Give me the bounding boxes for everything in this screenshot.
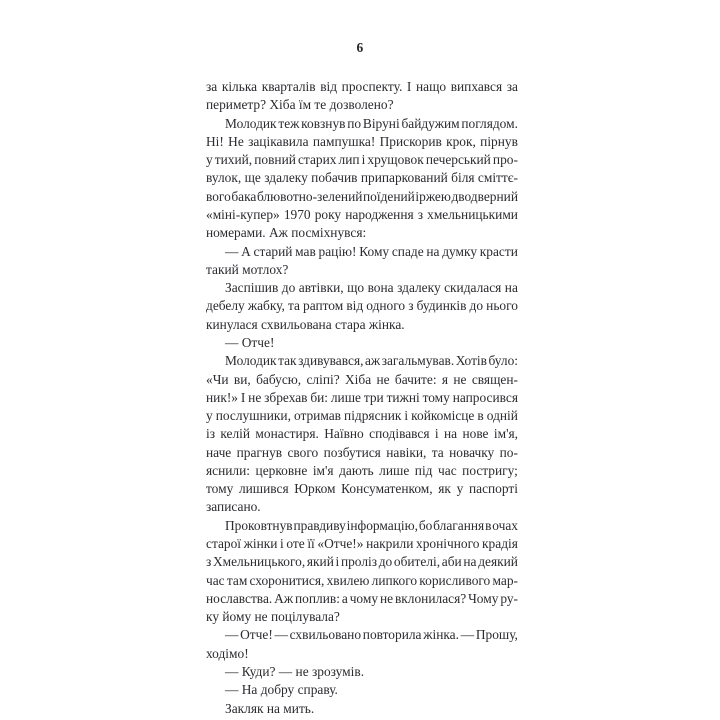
word: І bbox=[406, 79, 412, 94]
word: в bbox=[485, 517, 492, 533]
page-number: 6 bbox=[356, 40, 364, 55]
word: благання bbox=[433, 517, 485, 533]
word: нащо bbox=[415, 79, 447, 94]
word: час bbox=[438, 462, 457, 478]
paragraph bbox=[206, 663, 518, 681]
word: 1970 bbox=[283, 206, 311, 222]
word: здалеку bbox=[397, 280, 441, 296]
body-text bbox=[206, 78, 518, 718]
word: одного bbox=[366, 298, 406, 314]
text-line bbox=[206, 425, 518, 443]
word: Хотів bbox=[455, 353, 487, 369]
word: за bbox=[206, 79, 218, 94]
text-line: — На добру справу. bbox=[225, 682, 338, 698]
word: я bbox=[441, 371, 449, 387]
word: не bbox=[379, 590, 394, 606]
word: хрущовок bbox=[367, 152, 424, 168]
word: ви, bbox=[233, 371, 251, 387]
text-line: записано. bbox=[206, 499, 261, 515]
paragraph bbox=[206, 78, 518, 115]
text-line bbox=[206, 389, 518, 407]
word: Не bbox=[228, 133, 244, 149]
word: Консуматенком, bbox=[341, 481, 433, 497]
word: корисливого bbox=[419, 572, 491, 588]
text-line bbox=[206, 517, 518, 535]
word: тижні bbox=[386, 389, 420, 405]
word: Хмельницького, bbox=[212, 554, 306, 570]
word: три bbox=[363, 389, 384, 405]
word: Хіба bbox=[344, 371, 372, 387]
word: припаркований bbox=[360, 170, 448, 186]
word: і bbox=[361, 152, 366, 168]
word: крок, bbox=[446, 133, 476, 149]
word: Проковтнув bbox=[225, 517, 293, 533]
text-line: ходімо! bbox=[206, 645, 249, 661]
word: хмельницькими bbox=[427, 206, 518, 222]
word: обителі, bbox=[393, 554, 441, 570]
word: А bbox=[241, 243, 251, 259]
word: дводверний bbox=[451, 188, 518, 204]
word: койкомісце bbox=[411, 408, 475, 424]
word: схвильовано bbox=[289, 627, 362, 643]
word: оте bbox=[286, 536, 305, 552]
word: прагнув bbox=[236, 444, 283, 460]
word: постригу; bbox=[462, 462, 518, 478]
word: тому bbox=[422, 389, 450, 405]
text-line bbox=[206, 572, 518, 590]
word: пампушка! bbox=[312, 133, 376, 149]
word: скидалася bbox=[444, 280, 502, 296]
word: «Чи bbox=[206, 371, 229, 387]
word: від bbox=[320, 79, 338, 94]
word: жінка. bbox=[423, 627, 459, 643]
word: побачив bbox=[311, 170, 358, 186]
text-line bbox=[206, 78, 518, 96]
text-line bbox=[206, 297, 518, 315]
word: нославства. bbox=[206, 590, 273, 606]
word: священ- bbox=[471, 371, 518, 387]
paragraph bbox=[206, 115, 518, 243]
text-line bbox=[206, 115, 518, 133]
word: одній bbox=[486, 408, 518, 424]
text-line bbox=[206, 279, 518, 297]
word: а bbox=[341, 590, 348, 606]
paragraph bbox=[206, 352, 518, 517]
word: який bbox=[306, 554, 334, 570]
word: бака bbox=[231, 188, 257, 204]
text-line bbox=[206, 553, 518, 571]
word: Прошу, bbox=[475, 627, 518, 643]
text-line: ку йому не поцілувала? bbox=[206, 609, 340, 625]
word: час bbox=[206, 572, 225, 588]
word: повний bbox=[254, 152, 296, 168]
text-line bbox=[206, 169, 518, 187]
word: до bbox=[469, 298, 484, 314]
word: Юрком bbox=[294, 481, 336, 497]
word: старих bbox=[297, 152, 337, 168]
word: інформацію, bbox=[346, 517, 418, 533]
word: у bbox=[206, 152, 213, 168]
word: деякий bbox=[478, 554, 518, 570]
word: лишився bbox=[238, 481, 289, 497]
word: Отче! bbox=[240, 627, 273, 643]
word: бо bbox=[418, 517, 433, 533]
word: поїдений bbox=[362, 188, 415, 204]
word: яснили: bbox=[206, 462, 251, 478]
word: думку bbox=[442, 243, 478, 259]
word: у bbox=[456, 481, 464, 497]
text-line: такий мотлох? bbox=[206, 261, 289, 277]
text-line bbox=[206, 444, 518, 462]
word: народження bbox=[345, 206, 414, 222]
word: старої bbox=[206, 536, 242, 552]
word: поплив: bbox=[295, 590, 340, 606]
word: до bbox=[281, 280, 296, 296]
word: загальмував. bbox=[381, 353, 455, 369]
text-line: — Отче! bbox=[225, 334, 275, 350]
word: хвилею bbox=[326, 572, 370, 588]
word: нього bbox=[486, 298, 518, 314]
word: так bbox=[278, 353, 297, 369]
word: Аж bbox=[274, 590, 294, 606]
word: наче bbox=[206, 444, 232, 460]
text-line: Закляк на мить. bbox=[225, 700, 315, 716]
word: і bbox=[335, 554, 340, 570]
text-line: кинулася схвильована стара жінка. bbox=[206, 316, 405, 332]
word: як bbox=[438, 481, 451, 497]
word: ім'я, bbox=[493, 426, 518, 442]
word: збрехав bbox=[264, 389, 308, 405]
word: мав bbox=[295, 243, 316, 259]
word: вклонилася? bbox=[394, 590, 467, 606]
word: би: bbox=[310, 389, 329, 405]
word: Наївно bbox=[324, 426, 364, 442]
text-line: — Куди? — не зрозумів. bbox=[225, 664, 365, 679]
word: і bbox=[434, 426, 439, 442]
word: «міні-купер» bbox=[206, 206, 280, 222]
word: по bbox=[347, 115, 362, 131]
word: не bbox=[453, 371, 467, 387]
word: поглядом. bbox=[461, 115, 518, 131]
word: по- bbox=[499, 444, 518, 460]
paragraph bbox=[206, 279, 518, 334]
text-line bbox=[206, 352, 518, 370]
word: нове bbox=[462, 426, 489, 442]
text-line bbox=[206, 371, 518, 389]
word: келій bbox=[220, 426, 251, 442]
word: ще bbox=[244, 170, 261, 186]
word: очах bbox=[492, 517, 518, 533]
word: — bbox=[225, 627, 239, 643]
word: лише bbox=[379, 462, 410, 478]
word: на bbox=[443, 426, 458, 442]
word: кварталів bbox=[261, 79, 316, 94]
word: правдиву bbox=[293, 517, 346, 533]
word: про- bbox=[492, 152, 518, 168]
word: мар- bbox=[492, 572, 518, 588]
text-line bbox=[206, 243, 518, 261]
word: байдужим bbox=[401, 115, 460, 131]
word: рацію! bbox=[318, 243, 357, 259]
word: бабусю, bbox=[256, 371, 302, 387]
word: старий bbox=[253, 243, 293, 259]
word: тихий, bbox=[214, 152, 253, 168]
word: пірнув bbox=[480, 133, 518, 149]
word: кілька bbox=[221, 79, 258, 94]
word: послушники, bbox=[215, 408, 291, 424]
word: чому bbox=[349, 590, 379, 606]
text-line bbox=[206, 626, 518, 644]
word: до bbox=[378, 554, 393, 570]
text-line bbox=[206, 535, 518, 553]
word: сліпі? bbox=[306, 371, 340, 387]
word: красти bbox=[479, 243, 518, 259]
word: в bbox=[477, 408, 484, 424]
text-line: номерами. Аж посміхнувся: bbox=[206, 225, 367, 241]
word: Прискорив bbox=[379, 133, 442, 149]
text-line bbox=[206, 590, 518, 608]
word: Кому bbox=[359, 243, 390, 259]
word: її bbox=[307, 536, 315, 552]
word: І bbox=[240, 389, 246, 405]
word: липкого bbox=[371, 572, 418, 588]
paragraph bbox=[206, 700, 518, 718]
word: сподівався bbox=[369, 426, 430, 442]
word: свого bbox=[287, 444, 319, 460]
word: здалеку bbox=[264, 170, 308, 186]
word: дебелу bbox=[206, 298, 245, 314]
word: крадія bbox=[482, 536, 518, 552]
word: було: bbox=[488, 353, 518, 369]
word: на bbox=[463, 554, 477, 570]
paragraph bbox=[206, 243, 518, 280]
word: здивувався, bbox=[298, 353, 364, 369]
word: блювотно-зелений bbox=[256, 188, 363, 204]
word: там bbox=[226, 572, 248, 588]
word: лип bbox=[338, 152, 360, 168]
word: не bbox=[376, 371, 390, 387]
text-line bbox=[206, 407, 518, 425]
word: церковне bbox=[255, 462, 308, 478]
word: проліз bbox=[340, 554, 378, 570]
word: випхався bbox=[450, 79, 503, 94]
word: на bbox=[426, 243, 440, 259]
word: аби bbox=[441, 554, 462, 570]
word: біля bbox=[451, 170, 475, 186]
word: ник!» bbox=[206, 389, 238, 405]
text-line bbox=[206, 133, 518, 151]
word: з bbox=[206, 554, 212, 570]
paragraph bbox=[206, 334, 518, 352]
word: — bbox=[460, 627, 475, 643]
word: проспекту. bbox=[341, 79, 403, 94]
word: зацікавила bbox=[248, 133, 309, 149]
word: дають bbox=[339, 462, 374, 478]
word: лише bbox=[330, 389, 361, 405]
word: хронічного bbox=[416, 536, 480, 552]
word: вона bbox=[367, 280, 394, 296]
word: паспорті bbox=[468, 481, 518, 497]
paragraph bbox=[206, 517, 518, 627]
word: на bbox=[504, 280, 518, 296]
word: Ні! bbox=[206, 133, 224, 149]
word: отримав bbox=[293, 408, 341, 424]
word: іржею bbox=[415, 188, 451, 204]
word: Молодик bbox=[225, 115, 277, 131]
word: накрили bbox=[366, 536, 414, 552]
word: тому bbox=[206, 481, 234, 497]
word: і bbox=[404, 408, 409, 424]
word: із bbox=[206, 426, 216, 442]
text-line bbox=[206, 480, 518, 498]
word: новачку bbox=[449, 444, 495, 460]
word: сміттє- bbox=[477, 170, 518, 186]
text-line: периметр? Хіба їм те дозволено? bbox=[206, 97, 394, 113]
word: від bbox=[346, 298, 364, 314]
word: Чому bbox=[468, 590, 499, 606]
text-line bbox=[206, 462, 518, 480]
word: напросився bbox=[452, 389, 518, 405]
word: ім'я bbox=[312, 462, 334, 478]
word: позбутися bbox=[323, 444, 381, 460]
text-line bbox=[206, 188, 518, 206]
word: печерський bbox=[425, 152, 491, 168]
word: навіки, bbox=[386, 444, 427, 460]
word: під bbox=[414, 462, 433, 478]
word: підрясник bbox=[344, 408, 402, 424]
word: — bbox=[225, 243, 239, 259]
word: спаде bbox=[391, 243, 424, 259]
word: ру- bbox=[500, 590, 518, 606]
word: повторила bbox=[362, 627, 422, 643]
word: вулок, bbox=[206, 170, 242, 186]
word: з bbox=[408, 298, 414, 314]
word: у bbox=[206, 408, 213, 424]
word: Молодик bbox=[225, 353, 277, 369]
word: «Отче!» bbox=[317, 536, 364, 552]
text-line bbox=[206, 151, 518, 169]
word: Заспішив bbox=[225, 280, 279, 296]
word: та bbox=[431, 444, 444, 460]
word: жабку, bbox=[247, 298, 285, 314]
word: та bbox=[287, 298, 300, 314]
text-line bbox=[206, 206, 518, 224]
word: раптом bbox=[303, 298, 344, 314]
word: що bbox=[347, 280, 365, 296]
word: автівки, bbox=[298, 280, 344, 296]
word: ковзнув bbox=[301, 115, 346, 131]
word: за bbox=[506, 79, 518, 94]
word: схоронитися, bbox=[249, 572, 325, 588]
word: Віруні bbox=[362, 115, 400, 131]
paragraph bbox=[206, 626, 518, 663]
word: і bbox=[280, 536, 284, 552]
word: жінки bbox=[243, 536, 278, 552]
word: аж bbox=[364, 353, 381, 369]
word: з bbox=[417, 206, 424, 222]
word: теж bbox=[278, 115, 300, 131]
word: — bbox=[274, 627, 288, 643]
paragraph bbox=[206, 681, 518, 699]
word: не bbox=[248, 389, 262, 405]
word: будинків bbox=[416, 298, 467, 314]
word: вого bbox=[206, 188, 231, 204]
word: бачите: bbox=[394, 371, 437, 387]
word: року bbox=[314, 206, 342, 222]
word: монастиря. bbox=[255, 426, 319, 442]
